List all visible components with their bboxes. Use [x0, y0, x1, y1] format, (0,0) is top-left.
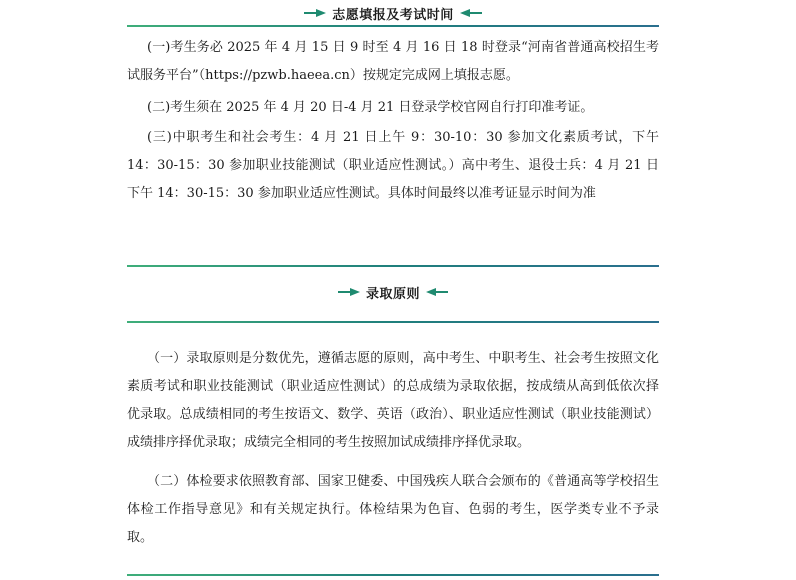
arrow-left-icon [426, 288, 448, 296]
paragraph-2-1: （一）录取原则是分数优先，遵循志愿的原则，高中考生、中职考生、社会考生按照文化素质考试和职业技能测试（职业适应性测试）的总成绩为录取依据，按成绩从高到低依次择优录取。总成绩相同的考生按语文、数学、英语（政治）、职业适应性测试（职业技能测试）成绩排序择优录取；成绩完全相同的考生按照加试成绩排序择优录取。 [127, 351, 659, 450]
arrow-right-icon [338, 288, 360, 296]
divider [127, 321, 659, 323]
paragraph-1-3: (三)中职考生和社会考生：4 月 21 日上午 9：30-10：30 参加文化素质考试，下午 14：30-15：30 参加职业技能测试（职业适应性测试。）高中考生、退役士兵：4 月 21 日下午 14：30-15：30 参加职业适应性测试。具体时间最终以准考证显示时间为准 [127, 130, 659, 201]
divider [127, 25, 659, 27]
divider [127, 265, 659, 267]
divider [127, 574, 659, 576]
section-heading-admission [127, 281, 659, 303]
arrow-right-icon [304, 9, 326, 17]
paragraph-1-1: (一)考生务必 2025 年 4 月 15 日 9 时至 4 月 16 日 18 时登录“河南省普通高校招生考试服务平台”（https://pzwb.haeea.cn）按规定完成网上填报志愿。 [127, 40, 659, 83]
section-title-admission: 录取原则 [365, 286, 420, 302]
paragraph-2-2: （二）体检要求依照教育部、国家卫健委、中国残疾人联合会颁布的《普通高等学校招生体检工作指导意见》和有关规定执行。体检结果为色盲、色弱的考生，医学类专业不予录取。 [127, 474, 659, 545]
arrow-left-icon [460, 9, 482, 17]
section-title-timeline: 志愿填报及考试时间 [332, 7, 454, 23]
paragraph-1-2: (二)考生须在 2025 年 4 月 20 日-4 月 21 日登录学校官网自行打印准考证。 [147, 100, 594, 115]
section-heading-timeline [127, 2, 659, 24]
